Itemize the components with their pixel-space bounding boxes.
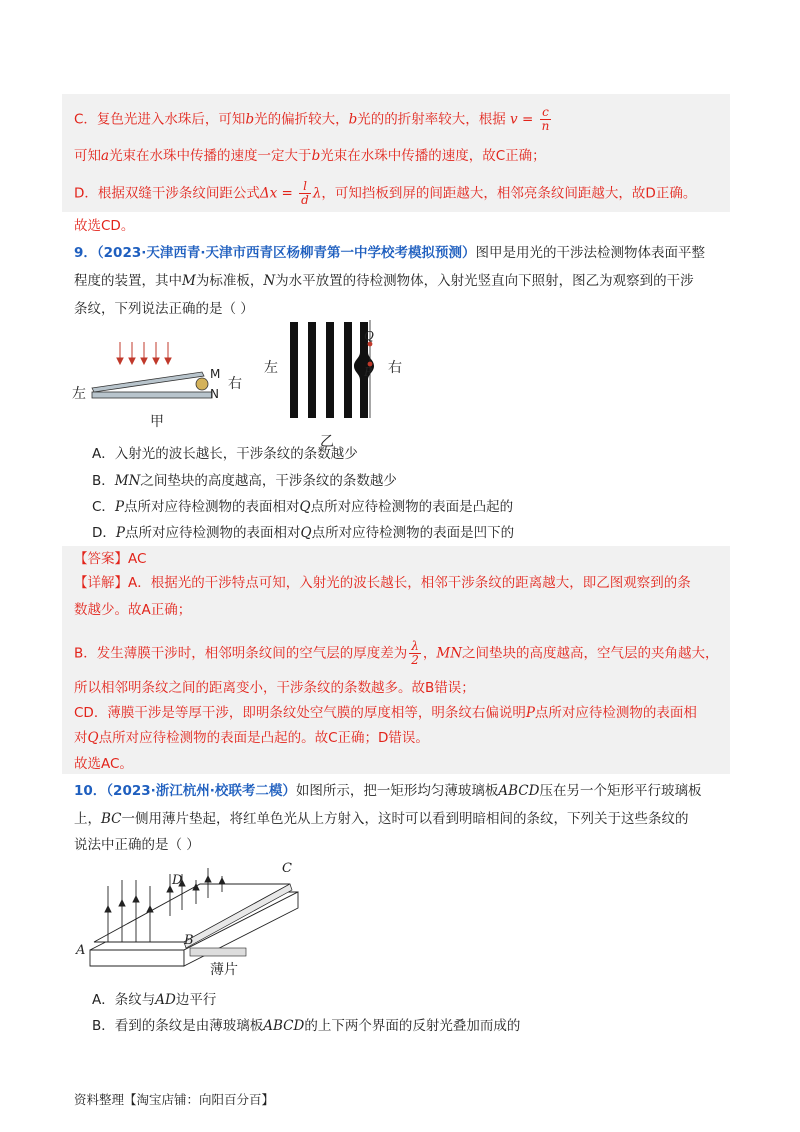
conclusion-cd: 故选CD。 (74, 218, 135, 234)
q9-detail-cd-line1: CD．薄膜干涉是等厚干涉，即明条纹处空气膜的厚度相等，明条纹右偏说明P点所对应待检测物的表面相 (74, 705, 697, 721)
fig-yi-label-right: 右 (388, 360, 402, 376)
figure-yi-interference-fringes (258, 318, 418, 454)
fig-yi-label-q: Q (364, 329, 374, 343)
q10-option-a: A．条纹与AD边平行 (92, 992, 217, 1008)
fig-yi-caption: 乙 (320, 434, 334, 450)
q9-detail-cd-line2: 对Q点所对应待检测物的表面是凸起的。故C正确；D错误。 (74, 730, 429, 746)
vertex-a: A (76, 943, 86, 958)
thin-sheet-label: 薄片 (210, 962, 238, 978)
q9-detail-a-line1: 【详解】A．根据光的干涉特点可知，入射光的波长越长，相邻干涉条纹的距离越大，即乙图观察到的条 (74, 575, 691, 591)
incident-light-arrows (117, 342, 171, 364)
dark-fringes (290, 322, 374, 418)
fig-jia-label-right: 右 (228, 376, 242, 392)
vertex-d: D (172, 873, 183, 888)
q9-stem-line2: 程度的装置，其中M为标准板，N为水平放置的待检测物体，入射光竖直向下照射，图乙为观察到的干涉 (74, 273, 694, 289)
fig-jia-label-m: M (210, 367, 221, 381)
page-footer: 资料整理【淘宝店铺：向阳百分百】 (74, 1092, 275, 1107)
fraction-c-over-n: $\frac{c}{n}$ (541, 105, 550, 133)
q10-stem-line3: 说法中正确的是（ ） (74, 837, 200, 853)
vertex-b: B (184, 933, 194, 948)
q9-detail-b-line2: 所以相邻明条纹之间的距离变小，干涉条纹的条数越多。故B错误； (74, 680, 475, 696)
fig-yi-label-left: 左 (264, 360, 278, 376)
option-c-explanation-line2: 可知a光束在水珠中传播的速度一定大于b光束在水珠中传播的速度，故C正确； (74, 148, 546, 164)
fig-jia-caption: 甲 (150, 414, 164, 430)
q9-detail-b-line1: B．发生薄膜干涉时，相邻明条纹间的空气层的厚度差为 $\frac{\lambda}{2}$ ，MN之间垫块的高度越高，空气层的夹角越大， (74, 639, 719, 667)
q9-stem-line1: 9．（2023·天津西青·天津市西青区杨柳青第一中学校考模拟预测）图甲是用光的干涉法检测物体表面平整 (74, 245, 705, 261)
spacer-ball (196, 378, 208, 390)
q9-stem-line3: 条纹，下列说法正确的是（ ） (74, 301, 254, 317)
q9-option-c: C．P点所对应待检测物的表面相对Q点所对应待检测物的表面是凸起的 (92, 499, 514, 515)
test-object-n (92, 392, 212, 398)
fraction-lambda-over-2: $\frac{\lambda}{2}$ (411, 639, 419, 667)
figure-jia-interference-setup (70, 336, 250, 436)
q9-option-d: D．P点所对应待检测物的表面相对Q点所对应待检测物的表面是凹下的 (92, 525, 515, 541)
figure-q10-glass-plates (72, 856, 312, 982)
thin-sheet-spacer (190, 948, 246, 956)
q9-conclusion: 故选AC。 (74, 756, 133, 772)
q9-detail-a-line2: 数越少。故A正确； (74, 602, 192, 618)
fig-jia-label-left: 左 (72, 386, 86, 402)
fig-jia-label-n: N (210, 387, 219, 401)
fig-yi-label-p: P (364, 365, 373, 379)
vertex-c: C (282, 861, 292, 876)
option-d-explanation: D．根据双缝干涉条纹间距公式Δx = $\frac{l}{d}$ λ，可知挡板到屏的间距越大，相邻亮条纹间距越大，故D正确。 (74, 179, 697, 207)
option-c-explanation-line1: C．复色光进入水珠后，可知b光的偏折较大，b光的的折射率较大，根据 v = $\frac{c}{n}$ (74, 105, 550, 133)
fraction-l-over-d: $\frac{l}{d}$ (301, 179, 309, 207)
q10-stem-line2: 上，BC一侧用薄片垫起，将红单色光从上方射入，这时可以看到明暗相间的条纹，下列关于这些条纹的 (74, 811, 689, 827)
q10-option-b: B．看到的条纹是由薄玻璃板ABCD的上下两个界面的反射光叠加而成的 (92, 1018, 521, 1034)
q9-answer: 【答案】AC (74, 551, 147, 567)
q10-stem-line1: 10．（2023·浙江杭州·校联考二模）如图所示，把一矩形均匀薄玻璃板ABCD压在另一个矩形平行玻璃板 (74, 783, 702, 799)
q9-option-a: A．入射光的波长越长，干涉条纹的条数越少 (92, 446, 358, 462)
q9-option-b: B．MN之间垫块的高度越高，干涉条纹的条数越少 (92, 473, 397, 489)
standard-plate-m (92, 372, 204, 392)
